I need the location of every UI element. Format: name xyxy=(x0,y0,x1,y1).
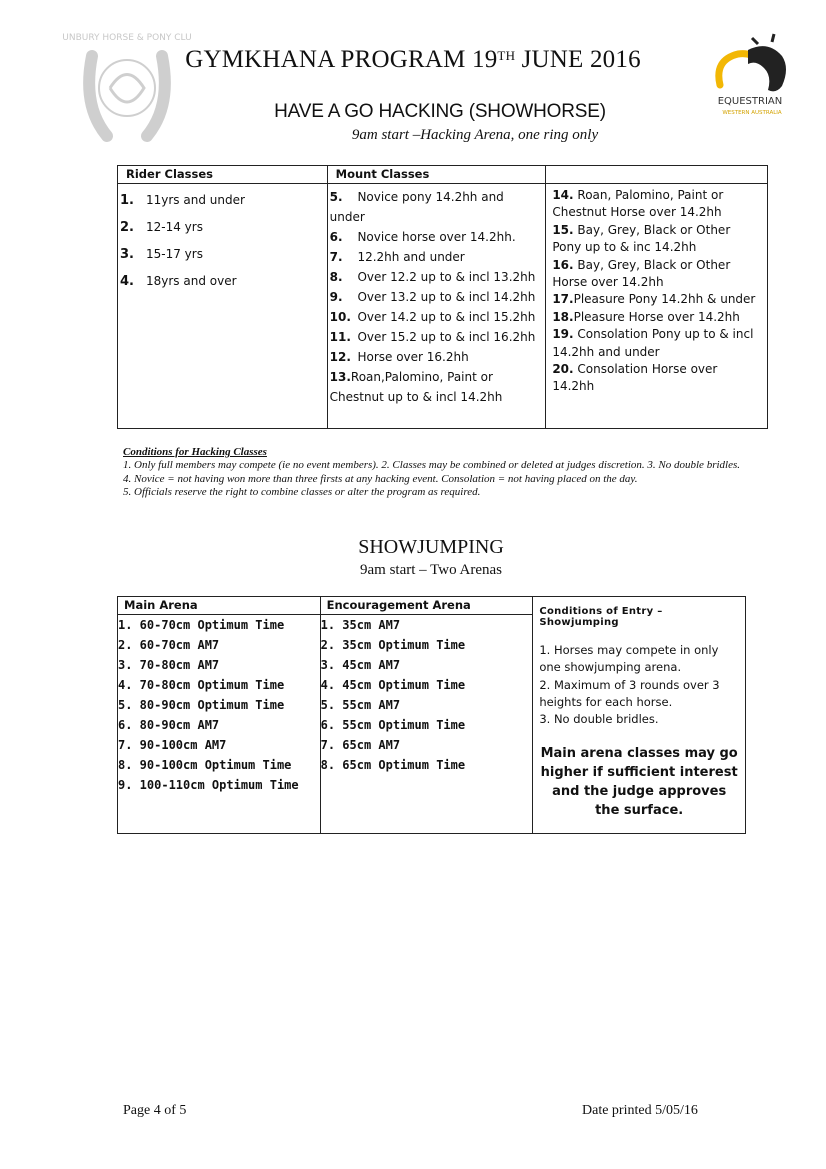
list-item xyxy=(330,347,542,367)
main-arena-list xyxy=(118,615,320,795)
date-printed: Date printed 5/05/16 xyxy=(582,1103,698,1118)
class-number: 8. xyxy=(329,270,343,284)
showjumping-subheading: 9am start – Two Arenas xyxy=(360,562,502,578)
hacking-conditions-title: Conditions for Hacking Classes xyxy=(123,446,267,458)
class-number: 10. xyxy=(329,310,351,324)
list-item xyxy=(330,367,542,407)
list-item xyxy=(552,291,759,308)
list-item xyxy=(330,187,542,227)
list-item xyxy=(330,227,542,247)
list-item xyxy=(120,187,327,214)
class-number: 19. xyxy=(552,327,574,342)
list-item: 4. 45cm Optimum Time xyxy=(320,678,466,692)
class-label: Bay, Grey, Black or Other Horse over 14.2hh xyxy=(552,257,731,290)
class-label: 11yrs and under xyxy=(146,193,245,207)
list-item: 2. 35cm Optimum Time xyxy=(320,638,466,652)
rider-classes-header: Rider Classes xyxy=(118,166,328,184)
list-item: 2. Maximum of 3 rounds over 3 heights for each horse. xyxy=(539,677,720,709)
list-item: 3. 45cm AM7 xyxy=(320,658,401,672)
list-item xyxy=(330,247,542,267)
hacking-subheading: 9am start –Hacking Arena, one ring only xyxy=(351,127,599,143)
list-item: 3. 70-80cm AM7 xyxy=(118,658,220,672)
mount-classes-list xyxy=(328,184,546,407)
hacking-conditions-text: 1. Only full members may compete (ie no event members). 2. Classes may be combined or deleted at judges discretion. 3. No double bridles. 4. Novice = not having won more than three firsts at any hacking event. Consolation = not having placed on the day. xyxy=(123,459,740,485)
class-label: Bay, Grey, Black or Other Pony up to & inc 14.2hh xyxy=(552,222,731,255)
main-arena-header: Main Arena xyxy=(118,597,321,615)
hacking-conditions xyxy=(123,446,743,500)
conditions-cell xyxy=(533,597,746,834)
class-number: 4. xyxy=(120,274,134,289)
class-label: 15-17 yrs xyxy=(146,247,203,261)
title-superscript: TH xyxy=(497,48,516,63)
encouragement-arena-list xyxy=(321,615,533,775)
class-label: Over 12.2 up to & incl 13.2hh xyxy=(357,270,536,284)
conditions-note: Main arena classes may go higher if sufficient interest and the judge approves the surface. xyxy=(540,746,738,819)
class-number: 6. xyxy=(329,230,343,244)
class-number: 15. xyxy=(552,222,574,237)
list-item: 6. 55cm Optimum Time xyxy=(320,718,466,732)
title-main: GYMKHANA PROGRAM 19 xyxy=(185,46,498,73)
club-logo-text: BUNBURY HORSE & PONY CLUB xyxy=(62,33,192,43)
hacking-classes-table xyxy=(117,165,768,429)
list-item: 1. 60-70cm Optimum Time xyxy=(118,618,285,632)
mount-classes-list-2 xyxy=(546,184,767,396)
class-label: Horse over 16.2hh xyxy=(357,350,469,364)
class-number: 20. xyxy=(552,362,574,377)
class-number: 12. xyxy=(329,350,351,364)
class-number: 11. xyxy=(329,330,351,344)
list-item xyxy=(552,361,759,396)
list-item xyxy=(330,267,542,287)
list-item xyxy=(330,327,542,347)
hacking-conditions-note: 5. Officials reserve the right to combine classes or alter the program as required. xyxy=(123,486,481,499)
conditions-list xyxy=(539,642,739,728)
rider-classes-list xyxy=(118,184,327,295)
list-item xyxy=(552,309,759,326)
list-item: 9. 100-110cm Optimum Time xyxy=(118,778,299,792)
class-number: 17. xyxy=(552,292,574,307)
logo-equestrian-text: EQUESTRIAN xyxy=(717,96,783,107)
list-item xyxy=(552,187,759,222)
class-label: Roan,Palomino, Paint or Chestnut up to & incl 14.2hh xyxy=(329,370,503,404)
class-label: 12.2hh and under xyxy=(357,250,465,264)
class-number: 13. xyxy=(329,370,351,384)
list-item: 2. 60-70cm AM7 xyxy=(118,638,220,652)
class-label: Over 15.2 up to & incl 16.2hh xyxy=(357,330,536,344)
list-item: 7. 65cm AM7 xyxy=(320,738,401,752)
class-number: 3. xyxy=(120,247,134,262)
class-label: Consolation Pony up to & incl 14.2hh and under xyxy=(552,327,754,359)
list-item: 1. 35cm AM7 xyxy=(320,618,401,632)
list-item: 4. 70-80cm Optimum Time xyxy=(118,678,285,692)
encouragement-arena-header: Encouragement Arena xyxy=(320,597,533,615)
list-item: 6. 80-90cm AM7 xyxy=(118,718,220,732)
list-item: 5. 55cm AM7 xyxy=(320,698,401,712)
class-label: Roan, Palomino, Paint or Chestnut Horse over 14.2hh xyxy=(552,188,724,220)
page-title xyxy=(0,46,826,74)
list-item xyxy=(330,307,542,327)
list-item xyxy=(552,257,759,292)
list-item xyxy=(120,268,327,295)
class-label: Over 13.2 up to & incl 14.2hh xyxy=(357,290,536,304)
list-item xyxy=(330,287,542,307)
list-item xyxy=(120,241,327,268)
list-item: 8. 65cm Optimum Time xyxy=(320,758,466,772)
page-number: Page 4 of 5 xyxy=(123,1103,187,1118)
list-item: 5. 80-90cm Optimum Time xyxy=(118,698,285,712)
extra-header xyxy=(546,166,768,184)
showjumping-heading: SHOWJUMPING xyxy=(358,536,504,558)
class-label: Consolation Horse over 14.2hh xyxy=(552,362,718,394)
list-item xyxy=(552,222,759,257)
list-item: 1. Horses may compete in only one showjumping arena. xyxy=(539,643,719,675)
class-label: 18yrs and over xyxy=(146,274,237,288)
class-number: 1. xyxy=(120,193,134,208)
conditions-title: Conditions of Entry – Showjumping xyxy=(539,606,663,628)
list-item xyxy=(552,326,759,361)
class-number: 5. xyxy=(329,190,343,204)
list-item xyxy=(120,214,327,241)
class-number: 9. xyxy=(329,290,343,304)
class-number: 14. xyxy=(552,188,574,202)
class-label: Pleasure Horse over 14.2hh xyxy=(573,309,740,324)
class-label: Novice horse over 14.2hh. xyxy=(357,230,516,244)
list-item: 8. 90-100cm Optimum Time xyxy=(118,758,292,772)
class-number: 7. xyxy=(329,250,343,264)
class-number: 2. xyxy=(120,220,134,235)
class-label: Over 14.2 up to & incl 15.2hh xyxy=(357,310,536,324)
class-label: 12-14 yrs xyxy=(146,220,203,234)
list-item: 7. 90-100cm AM7 xyxy=(118,738,227,752)
class-number: 18. xyxy=(552,309,574,324)
mount-classes-header: Mount Classes xyxy=(327,166,546,184)
list-item: 3. No double bridles. xyxy=(539,712,659,727)
class-label: Novice pony 14.2hh and under xyxy=(329,190,504,224)
class-label: Pleasure Pony 14.2hh & under xyxy=(573,292,756,307)
logo-wa-text: WESTERN AUSTRALIA xyxy=(722,110,782,116)
class-number: 16. xyxy=(552,257,574,272)
title-end: JUNE 2016 xyxy=(515,46,641,73)
hacking-heading: HAVE A GO HACKING (SHOWHORSE) xyxy=(274,101,606,122)
showjumping-table xyxy=(117,596,746,834)
